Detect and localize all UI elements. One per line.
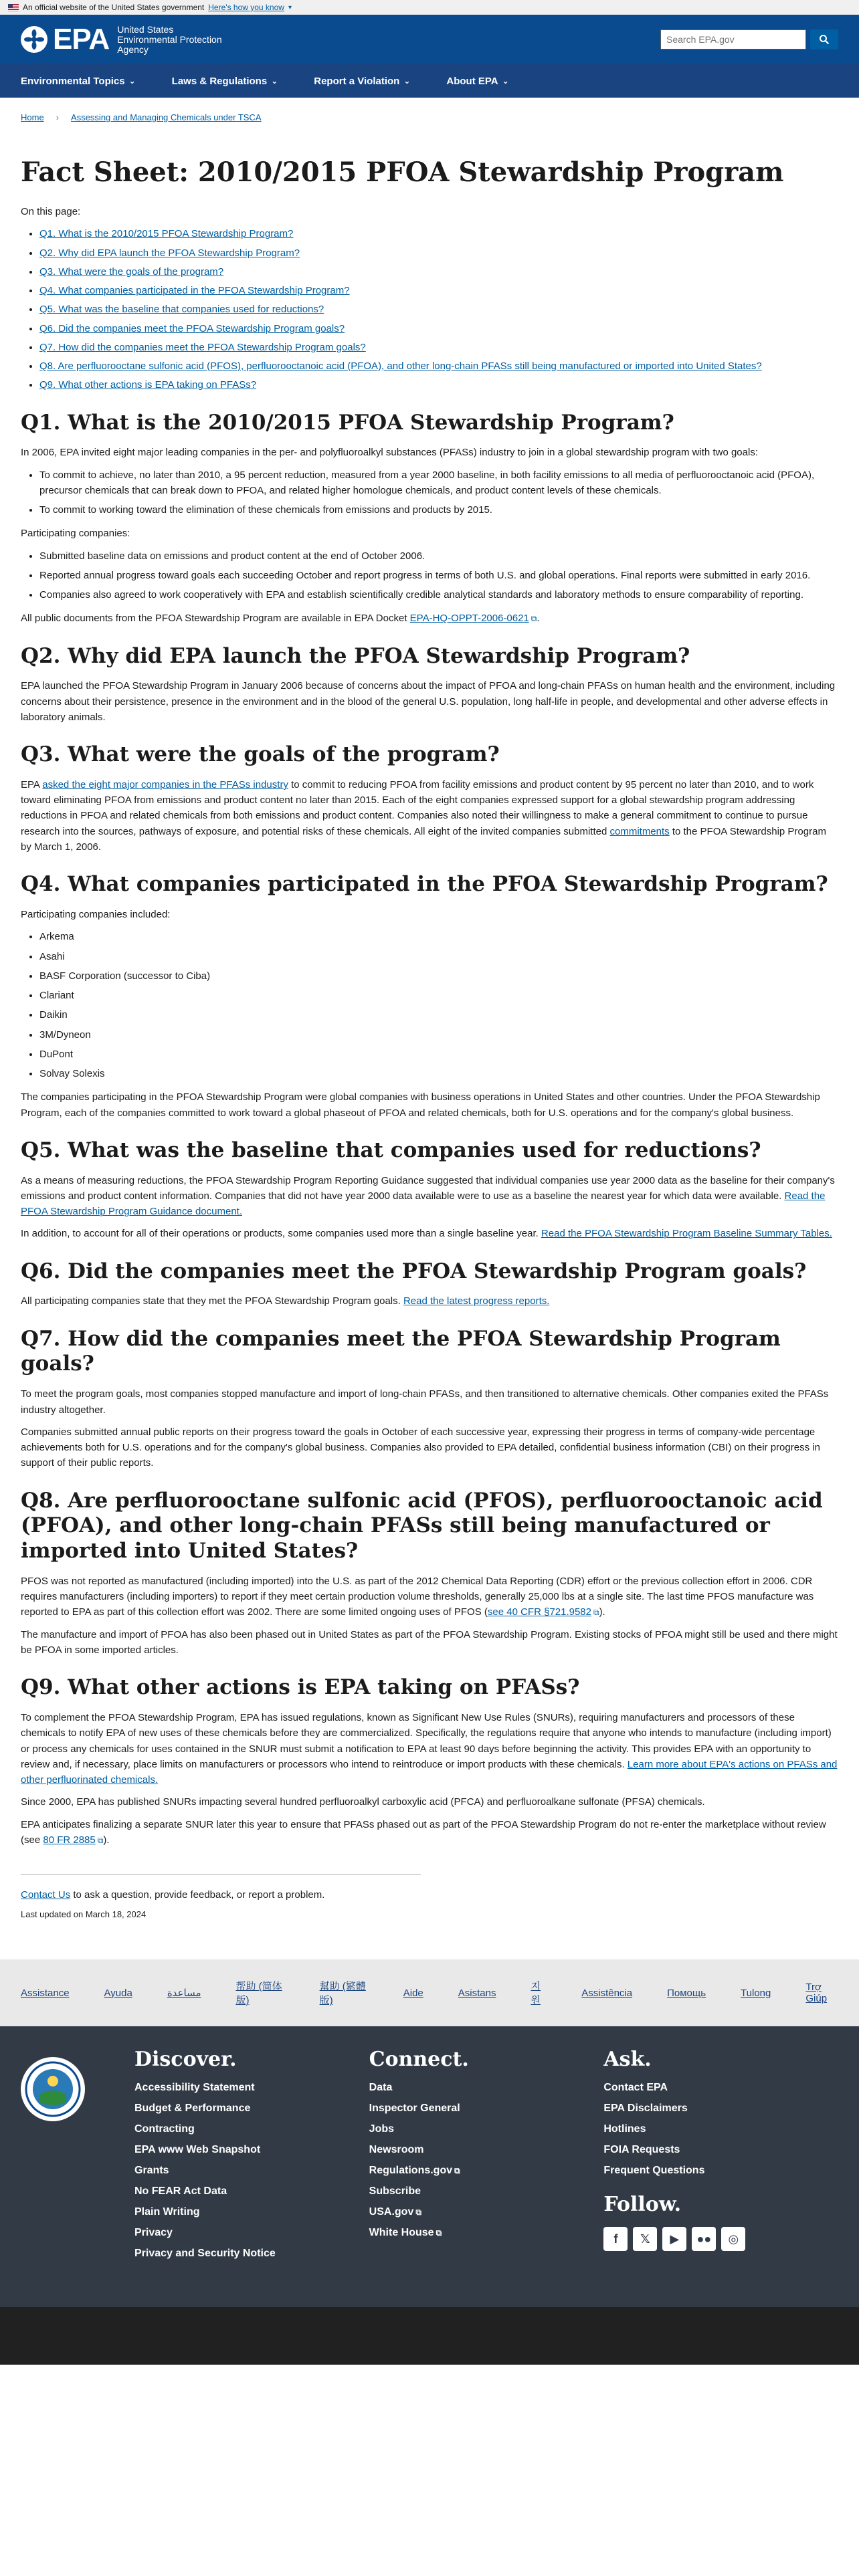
q8-paragraph-1 [21,1574,838,1620]
chevron-down-icon: ⌄ [502,76,509,86]
nav-label: Environmental Topics [21,75,125,87]
q1-heading: Q1. What is the 2010/2015 PFOA Stewardship Program? [21,410,674,435]
footer-link-regulations[interactable] [369,2165,604,2177]
q8-text-1: PFOS was not reported as manufactured (including imported) into the U.S. as part of the 2012 Chemical Data Reporting (CDR) effort or the previous collection effort in 2006. CDR requires manufacturers (including importers) to report if they meet certain production volume thresholds, generally 25,000 lbs at a single site. The last time PFOS manufacture was reported to EPA as part of this collection effort was 2002. There are some limited ongoing uses of PFOS ( [21,1575,814,1618]
lang-link[interactable]: Aide [403,1987,423,1999]
q5-paragraph-2 [21,1226,838,1241]
footer-link[interactable]: Privacy [134,2227,173,2239]
q3-text-mid: to commit to reducing PFOA from facility emissions and product content by 95 percent no later than 2010, and to work toward eliminating PFOA from emissions and product content no later than 2015. Each of the eight companies expressed support for a global stewardship program addressing reductions in PFOA and related chemicals from both emissions and product content. Companies also noted their willingness to make a general commitment to continue to pursue research into the sources, pathways of exposure, and potential risks of these chemicals. All eight of the invited companies submitted [21,778,814,837]
commitments-link[interactable]: commitments [609,825,670,837]
footer-link[interactable]: Contracting [134,2123,195,2135]
logo-wordmark: EPA [53,23,110,56]
footer-link[interactable]: Newsroom [369,2144,424,2156]
official-banner [0,0,859,15]
footer-link[interactable]: Jobs [369,2123,395,2135]
nav-report-violation[interactable] [314,76,410,87]
asked-companies-link[interactable]: asked the eight major companies in the PFASs industry [42,778,288,790]
breadcrumb-tsca[interactable]: Assessing and Managing Chemicals under TSCA [71,112,262,122]
page-title: Fact Sheet: 2010/2015 PFOA Stewardship Program [21,156,784,188]
search-input[interactable] [660,29,806,49]
companies-list [21,929,838,1081]
q2-text: EPA launched the PFOA Stewardship Program in January 2006 because of concerns about the impact of PFOA and long-chain PFASs on human health and the environment, including concerns about their persistence, presence in the environment and in the blood of the general U.S. population, long half-life in people, and developmental and other adverse effects in laboratory animals. [21,680,836,723]
epa-logo[interactable] [21,25,222,55]
contact-text: to ask a question, provide feedback, or report a problem. [70,1889,325,1901]
toc-link-q9[interactable]: Q9. What other actions is EPA taking on PFASs? [39,379,257,391]
q3-text-post: to the PFOA Stewardship Program by March 1, 2006. [21,825,826,853]
main-content [0,112,859,1919]
q5-paragraph-1 [21,1173,838,1220]
lang-link[interactable]: Ayuda [104,1987,132,1999]
baseline-tables-link[interactable]: Read the PFOA Stewardship Program Baseline Summary Tables. [541,1228,832,1240]
search-button[interactable] [810,29,838,49]
toc-item [39,264,838,280]
site-footer [0,2026,859,2307]
q8-heading: Q8. Are perfluorooctane sulfonic acid (PFOS), perfluorooctanoic acid (PFOA), and other long-chain PFASs still being manufactured or imported into United States? [21,1488,823,1564]
footer-link-label: White House [369,2227,434,2239]
q6-paragraph [21,1293,838,1309]
federal-register-link[interactable]: 80 FR 2885 [43,1834,96,1846]
lang-link[interactable]: Assistência [581,1987,633,1999]
footer-ask [603,2045,838,2280]
q9-paragraph-1 [21,1710,838,1788]
toc-link-q8[interactable]: Q8. Are perfluorooctane sulfonic acid (PFOS), perfluorooctanoic acid (PFOA), and other long-chain PFASs still being manufactured or imported into United States? [39,360,762,372]
footer-link[interactable]: No FEAR Act Data [134,2185,227,2197]
footer-link[interactable]: Contact EPA [603,2082,668,2094]
flickr-icon[interactable]: ●● [692,2227,716,2251]
q4-heading: Q4. What companies participated in the PFOA Stewardship Program? [21,872,828,897]
q5-heading: Q5. What was the baseline that companies used for reductions? [21,1138,761,1162]
toc-link-q2[interactable]: Q2. Why did EPA launch the PFOA Stewardship Program? [39,247,300,259]
q1-participating-label: Participating companies: [21,528,130,540]
q5-text-2: In addition, to account for all of their operations or products, some companies used more than a single baseline year. [21,1228,541,1240]
chevron-down-icon: ⌄ [128,76,136,86]
footer-follow-title: Follow. [603,2193,682,2217]
table-of-contents [21,226,838,393]
docket-link[interactable]: EPA-HQ-OPPT-2006-0621 [409,613,529,625]
footer-link-usagov[interactable] [369,2206,604,2218]
footer-link[interactable]: Subscribe [369,2185,421,2197]
toc-link-q1[interactable]: Q1. What is the 2010/2015 PFOA Stewardship Program? [39,228,294,240]
breadcrumb-home[interactable]: Home [21,112,44,122]
footer-connect [369,2045,604,2280]
heres-how-you-know-link[interactable]: Here's how you know [208,3,284,12]
list-item: • Daikin [39,1007,838,1023]
external-link-icon: ⧉ [593,1608,599,1618]
external-link-icon: ⧉ [531,614,537,624]
lang-link[interactable]: Trợ Giúp [805,1981,828,2005]
q7-text-1: To meet the program goals, most companies stopped manufacture and import of long-chain PFASs, and then transitioned to alternative chemicals. Other companies exited the PFASs industry altogether. [21,1388,829,1416]
list-item: • Reported annual progress toward goals each succeeding October and report progress in terms of both U.S. and global operations. Final reports were submitted in early 2016. [39,568,838,583]
lang-link[interactable]: Помощь [667,1987,706,1999]
q6-heading: Q6. Did the companies meet the PFOA Stewardship Program goals? [21,1259,807,1283]
footer-link[interactable]: Accessibility Statement [134,2082,255,2094]
q9-text-3: EPA anticipates finalizing a separate SNUR later this year to ensure that PFASs phased out as part of the PFOA Stewardship Program do not re-enter the marketplace without review (see [21,1818,826,1846]
toc-link-q6[interactable]: Q6. Did the companies meet the PFOA Stewardship Program goals? [39,322,345,334]
nav-about-epa[interactable] [446,76,508,87]
q7-heading: Q7. How did the companies meet the PFOA Stewardship Program goals? [21,1326,781,1376]
youtube-icon[interactable]: ▶ [662,2227,686,2251]
external-link-icon: ⧉ [436,2228,442,2238]
list-item: • To commit to working toward the elimination of these chemicals from emissions and products by 2015. [39,502,838,518]
chevron-down-icon: ⌄ [403,76,411,86]
instagram-icon[interactable]: ◎ [721,2227,745,2251]
q6-text: All participating companies state that they met the PFOA Stewardship Program goals. [21,1295,403,1307]
q1-intro: In 2006, EPA invited eight major leading companies in the per- and polyfluoroalkyl substances (PFASs) industry to join in a global stewardship program with two goals: [21,447,758,459]
external-link-icon: ⧉ [97,1835,104,1845]
q4-label: Participating companies included: [21,909,171,920]
toc-item [39,302,838,317]
footer-link[interactable]: EPA Disclaimers [603,2103,688,2115]
toc-item [39,226,838,241]
footer-bottom-bar [0,2307,859,2365]
list-item: • Companies also agreed to work cooperatively with EPA and establish scientifically credible analytical standards and laboratory methods to ensure comparability of reporting. [39,587,838,603]
breadcrumb [21,112,838,122]
us-flag-icon [8,4,19,11]
toc-item [39,321,838,336]
search-icon [819,34,830,45]
q9-text-1: To complement the PFOA Stewardship Program, EPA has issued regulations, known as Significant New Use Rules (SNURs), requiring manufacturers and processors of these chemicals to notify EPA of new uses of these chemicals before they are commercialized. Specifically, the regulations require that anyone who intends to manufacture (including import) or process any chemicals for uses contained in the SNUR must submit a notification to EPA at least 90 days before beginning the activity. This provides EPA with an opportunity to review and, if necessary, place limits on manufacturers or processors who intend to reintroduce or import products with these chemicals. [21,1712,832,1770]
toc-link-q5[interactable]: Q5. What was the baseline that companies used for reductions? [39,304,324,316]
footer-link[interactable]: Plain Writing [134,2206,200,2218]
q5-text-1: As a means of measuring reductions, the PFOA Stewardship Program Reporting Guidance suggested that individual companies use year 2000 data as the baseline for their company's emissions and product content information. Companies that did not have year 2000 data available were to use as a baseline the nearest year for which data were available. [21,1174,835,1202]
q9-text-3-post: ). [103,1834,110,1846]
q1-docket-text: All public documents from the PFOA Stewardship Program are available in EPA Docket [21,613,410,625]
footer-discover [134,2045,369,2280]
lang-link[interactable]: Asistans [458,1987,496,1999]
list-item: • Submitted baseline data on emissions and product content at the end of October 2006. [39,548,838,564]
footer-link[interactable]: Hotlines [603,2123,646,2135]
q9-text-2: Since 2000, EPA has published SNURs impacting several hundred perfluoroalkyl carboxylic acid (PFCA) and perfluoroalkane sulfonate (PFSA) chemicals. [21,1796,705,1808]
toc-item [39,245,838,261]
q1-participating-list [21,548,838,603]
footer-link[interactable]: EPA www Web Snapshot [134,2144,261,2156]
facebook-icon[interactable]: f [603,2227,628,2251]
x-icon[interactable]: 𝕏 [633,2227,657,2251]
list-item: • Solvay Solexis [39,1066,838,1081]
lang-link[interactable]: Assistance [21,1987,70,1999]
q9-paragraph-3 [21,1817,838,1848]
guidance-document-link[interactable]: Read the PFOA Stewardship Program Guidance document. [21,1190,826,1218]
toc-item [39,377,838,393]
footer-link[interactable]: FOIA Requests [603,2144,680,2156]
list-item: • Arkema [39,929,838,944]
agency-line-3: Agency [117,43,149,55]
footer-link-label: USA.gov [369,2206,414,2218]
toc-item [39,340,838,355]
learn-more-pfas-link[interactable]: Learn more about EPA's actions on PFASs and other perfluorinated chemicals. [21,1758,838,1786]
lang-link[interactable]: 幫助 (繁體版) [319,1981,366,2007]
q3-paragraph [21,777,838,855]
list-item: • Asahi [39,949,838,964]
nav-laws-regulations[interactable] [172,76,278,87]
epa-seal-icon [21,2057,85,2121]
q3-text-pre: EPA [21,778,43,790]
list-item: • 3M/Dyneon [39,1027,838,1043]
q8-text-1-post: ). [599,1606,605,1618]
footer-link[interactable]: Frequent Questions [603,2165,705,2177]
footer-link[interactable]: Privacy and Security Notice [134,2248,276,2260]
nav-label: Report a Violation [314,75,400,87]
agency-line-2: Environmental Protection [117,33,222,45]
contact-paragraph [21,1887,838,1903]
toc-link-q4[interactable]: Q4. What companies participated in the PFOA Stewardship Program? [39,285,350,296]
footer-link-label: Regulations.gov [369,2165,453,2177]
main-nav [0,64,859,98]
q1-goals-list [21,467,838,518]
q9-heading: Q9. What other actions is EPA taking on PFASs? [21,1675,580,1700]
footer-link[interactable]: Inspector General [369,2103,460,2115]
footer-link[interactable]: Grants [134,2165,169,2177]
epa-flower-icon [21,26,47,53]
q3-heading: Q3. What were the goals of the program? [21,742,500,767]
footer-link[interactable]: Budget & Performance [134,2103,251,2115]
q4-text: The companies participating in the PFOA Stewardship Program were global companies with business operations in United States and other countries. Under the PFOA Stewardship Program, each of the companies committed to work toward a global phaseout of PFOA and related chemicals, both for U.S. operations and for the company's global business. [21,1091,820,1119]
social-links [603,2227,838,2251]
footer-ask-title: Ask. [603,2048,652,2072]
agency-name [117,25,221,55]
external-link-icon: ⧉ [415,2208,421,2218]
lang-link[interactable]: Tulong [741,1987,771,1999]
list-item: • BASF Corporation (successor to Ciba) [39,968,838,984]
lang-link[interactable]: مساعدة [167,1988,201,2000]
toc-link-q7[interactable]: Q7. How did the companies meet the PFOA Stewardship Program goals? [39,341,366,353]
lang-link[interactable]: 지원 [531,1981,541,2007]
toc-item [39,283,838,298]
footer-link[interactable]: Data [369,2082,393,2094]
content-divider [21,1874,421,1875]
external-link-icon: ⧉ [454,2166,460,2176]
agency-line-1: United States [117,23,174,35]
nav-label: About EPA [446,75,498,87]
toc-link-q3[interactable]: Q3. What were the goals of the program? [39,265,224,278]
list-item: • Clariant [39,988,838,1003]
q8-text-2: The manufacture and import of PFOA has also been phased out in United States as part of the PFOA Stewardship Program. Existing stocks of PFOA might still be used and there might be PFOA in some imported articles. [21,1628,838,1656]
q1-docket-paragraph: All public documents from the PFOA Stewardship Program are available in EPA Docket EPA-HQ-OPPT-2006-0621 ⧉. [21,613,540,625]
q7-text-2: Companies submitted annual public reports on their progress toward the goals in October of each successive year, expressing their progress in terms of company-wide percentage achievements both for U.S. operations and for the company's global business. Companies also provided to EPA detailed, confidential business information (CBI) on their progress in support of their public reports. [21,1426,820,1469]
toc-label: On this page: [21,206,81,217]
site-header [0,15,859,64]
chevron-down-icon[interactable]: ▾ [288,3,292,11]
toc-item [39,358,838,374]
list-item: • To commit to achieve, no later than 2010, a 95 percent reduction, measured from a year 2000 baseline, in both facility emissions to all media of perfluorooctanoic acid (PFOA), precursor chemicals that can break down to PFOA, and related higher homologue chemicals, and product content levels of these chemicals. [39,467,838,499]
footer-link-whitehouse[interactable] [369,2227,604,2239]
chevron-down-icon: ⌄ [271,76,278,86]
lang-link[interactable]: 帮助 (简体版) [235,1981,282,2007]
site-search [660,29,838,49]
footer-discover-title: Discover. [134,2048,237,2072]
nav-environmental-topics[interactable] [21,76,136,87]
footer-connect-title: Connect. [369,2048,469,2072]
last-updated: Last updated on March 18, 2024 [21,1909,147,1920]
breadcrumb-separator: › [56,112,60,122]
q2-heading: Q2. Why did EPA launch the PFOA Stewardship Program? [21,643,690,668]
contact-us-link[interactable]: Contact Us [21,1889,71,1901]
cfr-link[interactable]: see 40 CFR §721.9582 [487,1606,591,1618]
progress-reports-link[interactable]: Read the latest progress reports. [403,1295,550,1307]
list-item: • DuPont [39,1047,838,1062]
nav-label: Laws & Regulations [171,75,268,87]
language-bar [0,1959,859,2026]
official-banner-text: An official website of the United States government [23,3,205,12]
